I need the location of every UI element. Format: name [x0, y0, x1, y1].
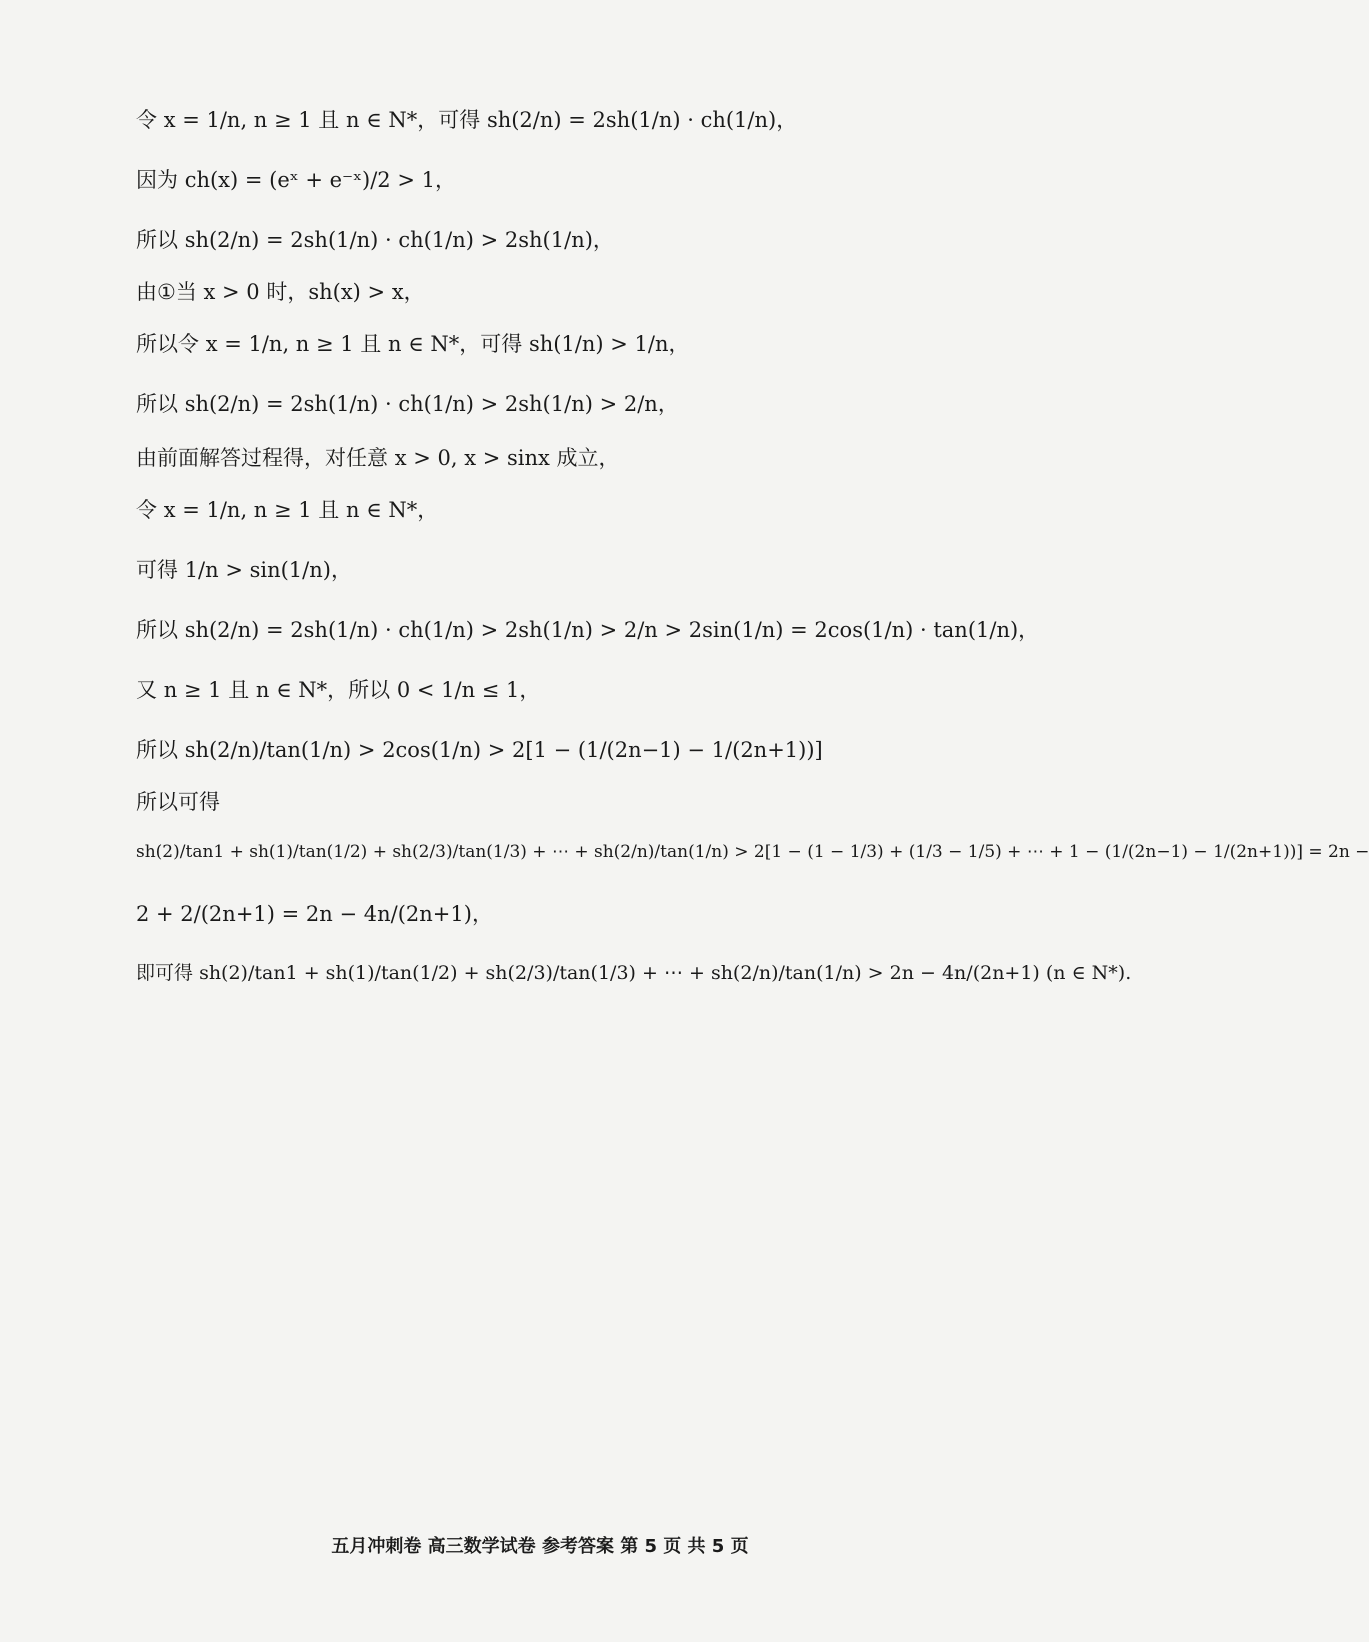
- line-text: 令: [136, 498, 157, 522]
- page-footer: 五月冲刺卷 高三数学试卷 参考答案 第 5 页 共 5 页: [331, 1536, 749, 1557]
- line-text: 可得: [136, 558, 178, 582]
- line-math: x = 1/n, n ≥ 1 且 n ∈ N*，可得 sh(2/n) = 2sh(1/n) · ch(1/n)，: [163, 108, 798, 132]
- solution-line-2: [136, 168, 456, 193]
- solution-line-12: [136, 738, 823, 763]
- line-text: 所以: [136, 228, 178, 252]
- solution-line-1: [136, 108, 797, 133]
- solution-line-5: [136, 332, 690, 357]
- line-math: x > 0, x > sinx 成立，: [394, 446, 620, 470]
- line-math: 1/n > sin(1/n)，: [184, 558, 352, 582]
- line-math: sh(2/n)/tan(1/n) > 2cos(1/n) > 2[1 − (1/(2n−1) − 1/(2n+1))]: [184, 738, 823, 762]
- solution-line-14: [136, 842, 1369, 862]
- line-text: 又: [136, 678, 157, 702]
- line-math: ch(x) = (eˣ + e⁻ˣ)/2 > 1，: [184, 168, 456, 192]
- solution-line-15: [136, 902, 493, 927]
- solution-line-8: [136, 498, 438, 523]
- line-math: sh(2)/tan1 + sh(1)/tan(1/2) + sh(2/3)/tan(1/3) + ⋯ + sh(2/n)/tan(1/n) > 2n − 4n/(2n+1) (n ∈ N*).: [199, 962, 1132, 984]
- line-math: sh(2/n) = 2sh(1/n) · ch(1/n) > 2sh(1/n) > 2/n > 2sin(1/n) = 2cos(1/n) · tan(1/n)，: [184, 618, 1040, 642]
- line-text: 所以: [136, 618, 178, 642]
- line-math: sh(2/n) = 2sh(1/n) · ch(1/n) > 2sh(1/n)，: [184, 228, 614, 252]
- line-text: 由前面解答过程得，对任意: [136, 446, 388, 470]
- line-text: 因为: [136, 168, 178, 192]
- line-text: 所以可得: [136, 790, 220, 814]
- solution-line-3: [136, 228, 614, 253]
- line-math: n ≥ 1 且 n ∈ N*，所以 0 < 1/n ≤ 1，: [163, 678, 541, 702]
- line-text: 即可得: [136, 962, 194, 984]
- solution-line-6: [136, 392, 679, 417]
- line-math: 2 + 2/(2n+1) = 2n − 4n/(2n+1)，: [136, 902, 493, 926]
- line-text: 由①当: [136, 280, 197, 304]
- solution-line-4: [136, 280, 425, 305]
- line-math: sh(2)/tan1 + sh(1)/tan(1/2) + sh(2/3)/tan(1/3) + ⋯ + sh(2/n)/tan(1/n) > 2[1 − (1 − 1/3) + (1/3 − 1/5) + ⋯ + 1 − (1/(2n−1) − 1/(2n+1))] = 2n −: [136, 842, 1369, 862]
- solution-line-16: [136, 962, 1131, 985]
- line-text: 所以: [136, 392, 178, 416]
- solution-line-13: [136, 790, 220, 815]
- line-text: 所以令: [136, 332, 199, 356]
- solution-line-10: [136, 618, 1039, 643]
- line-math: x > 0 时，sh(x) > x，: [203, 280, 425, 304]
- solution-line-9: [136, 558, 352, 583]
- line-math: x = 1/n, n ≥ 1 且 n ∈ N*，可得 sh(1/n) > 1/n，: [205, 332, 690, 356]
- line-math: x = 1/n, n ≥ 1 且 n ∈ N*，: [163, 498, 439, 522]
- line-text: 令: [136, 108, 157, 132]
- solution-line-7: [136, 446, 620, 471]
- line-math: sh(2/n) = 2sh(1/n) · ch(1/n) > 2sh(1/n) > 2/n，: [184, 392, 679, 416]
- line-text: 所以: [136, 738, 178, 762]
- solution-line-11: [136, 678, 540, 703]
